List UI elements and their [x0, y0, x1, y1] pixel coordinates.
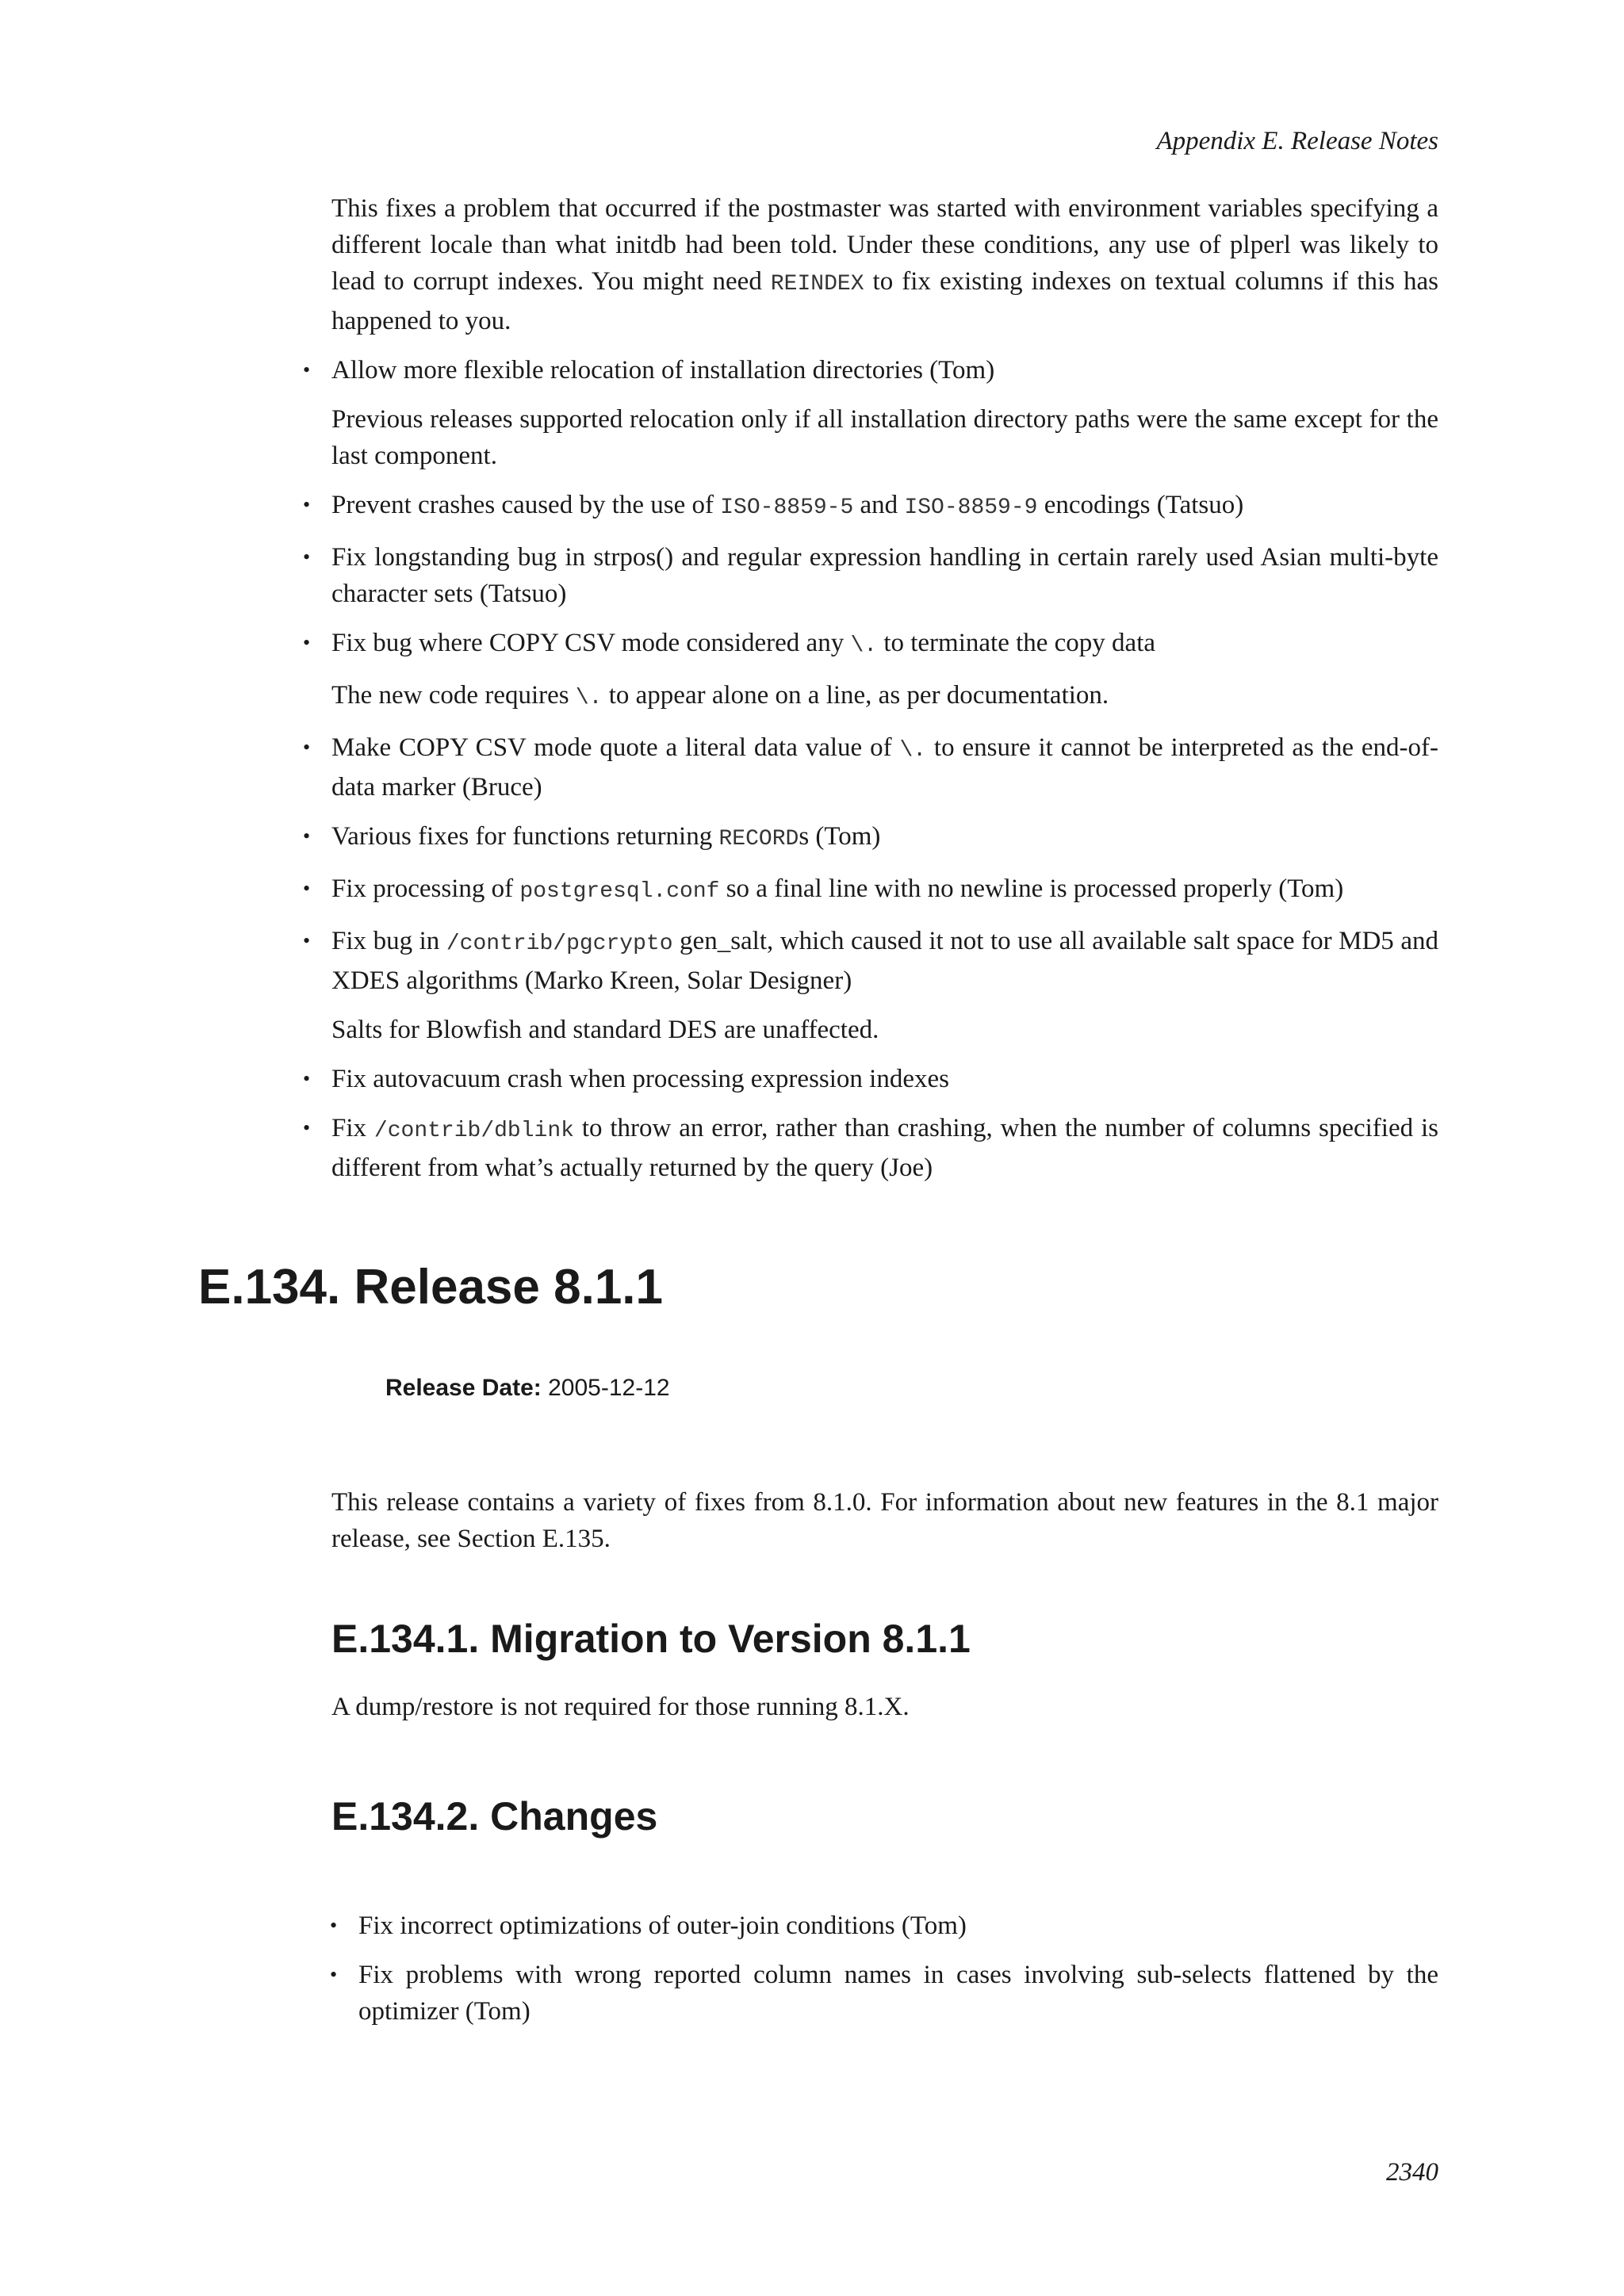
list-item: • Allow more flexible relocation of installation directories (Tom) Previous releases supported relocation only if all installation directory paths were the same except for the last component. [331, 352, 1438, 474]
code-postgresql-conf: postgresql.conf [519, 879, 720, 904]
section-title: E.134. Release 8.1.1 [198, 1260, 664, 1314]
code-backslash-dot: \. [899, 738, 927, 763]
list-item: • Fix bug where COPY CSV mode considered any \. to terminate the copy data The new code requires \. to appear alone on a line, as per documentation. [331, 625, 1438, 717]
bullet-icon: • [303, 825, 311, 848]
changes-list [330, 1908, 1438, 2030]
code-reindex: REINDEX [770, 272, 864, 297]
bullet-icon: • [303, 493, 311, 516]
code-record: RECORD [718, 827, 799, 851]
release-date-label: Release Date: [385, 1375, 542, 1401]
release-date-value: 2005-12-12 [541, 1375, 670, 1401]
bullet-icon: • [303, 736, 311, 759]
migration-text: A dump/restore is not required for those running 8.1.X. [331, 1693, 910, 1721]
bullet-icon: • [330, 1914, 338, 1937]
bullet-icon: • [303, 545, 311, 568]
migration-heading: E.134.1. Migration to Version 8.1.1 [331, 1617, 971, 1661]
bullet-icon: • [303, 1067, 311, 1090]
running-header: Appendix E. Release Notes [1156, 127, 1438, 155]
list-item: • Make COPY CSV mode quote a literal data value of \. to ensure it cannot be interpreted as the end-of-data marker (Bruce) [331, 729, 1438, 806]
locale-fix-paragraph: This fixes a problem that occurred if the postmaster was started with environment variables specifying a different locale than what initdb had been told. Under these conditions, any use of plperl was likely to lead to corrupt indexes. You might need REINDEX to fix existing indexes on textual columns if this has happened to you. [331, 194, 1438, 335]
list-item: • Various fixes for functions returning RECORDs (Tom) [331, 818, 1438, 858]
code-backslash-dot: \. [575, 686, 603, 710]
list-item: • Fix longstanding bug in strpos() and regular expression handling in certain rarely used Asian multi-byte character sets (Tatsuo) [331, 539, 1438, 612]
list-item: • Fix autovacuum crash when processing expression indexes [331, 1061, 1438, 1097]
list-item: • Prevent crashes caused by the use of ISO-8859-5 and ISO-8859-9 encodings (Tatsuo) [331, 487, 1438, 526]
changes-heading: E.134.2. Changes [331, 1794, 658, 1839]
list-item: • Fix bug in /contrib/pgcrypto gen_salt, which caused it not to use all available salt space for MD5 and XDES algorithms (Marko Kreen, Solar Designer) Salts for Blowfish and standard DES are unaffected. [331, 923, 1438, 1048]
bullet-icon: • [303, 877, 311, 900]
list-item: • Fix incorrect optimizations of outer-join conditions (Tom) [358, 1908, 1438, 1944]
bullet-icon: • [303, 631, 311, 654]
code-iso-8859-5: ISO-8859-5 [720, 496, 854, 520]
bullet-icon: • [330, 1963, 338, 1986]
bullet-icon: • [303, 929, 311, 952]
page-number: 2340 [1386, 2158, 1438, 2187]
bullet-icon: • [303, 1116, 311, 1139]
changes-list-container [330, 1908, 1438, 2042]
code-backslash-dot: \. [850, 633, 878, 658]
continued-section [303, 190, 1438, 1199]
code-dblink-path: /contrib/dblink [373, 1119, 574, 1143]
release-intro: This release contains a variety of fixes from 8.1.0. For information about new features in the 8.1 major release, see Section E.135. [331, 1488, 1438, 1553]
list-item: • Fix processing of postgresql.conf so a final line with no newline is processed properly (Tom) [331, 871, 1438, 910]
fix-list [303, 352, 1438, 1186]
code-pgcrypto-path: /contrib/pgcrypto [446, 932, 673, 956]
bullet-icon: • [303, 358, 311, 381]
list-item: • Fix /contrib/dblink to throw an error, rather than crashing, when the number of columns specified is different from what’s actually returned by the query (Joe) [331, 1110, 1438, 1186]
code-iso-8859-9: ISO-8859-9 [904, 496, 1038, 520]
list-item: • Fix problems with wrong reported column names in cases involving sub-selects flattened by the optimizer (Tom) [358, 1957, 1438, 2030]
release-date [385, 1375, 670, 1402]
